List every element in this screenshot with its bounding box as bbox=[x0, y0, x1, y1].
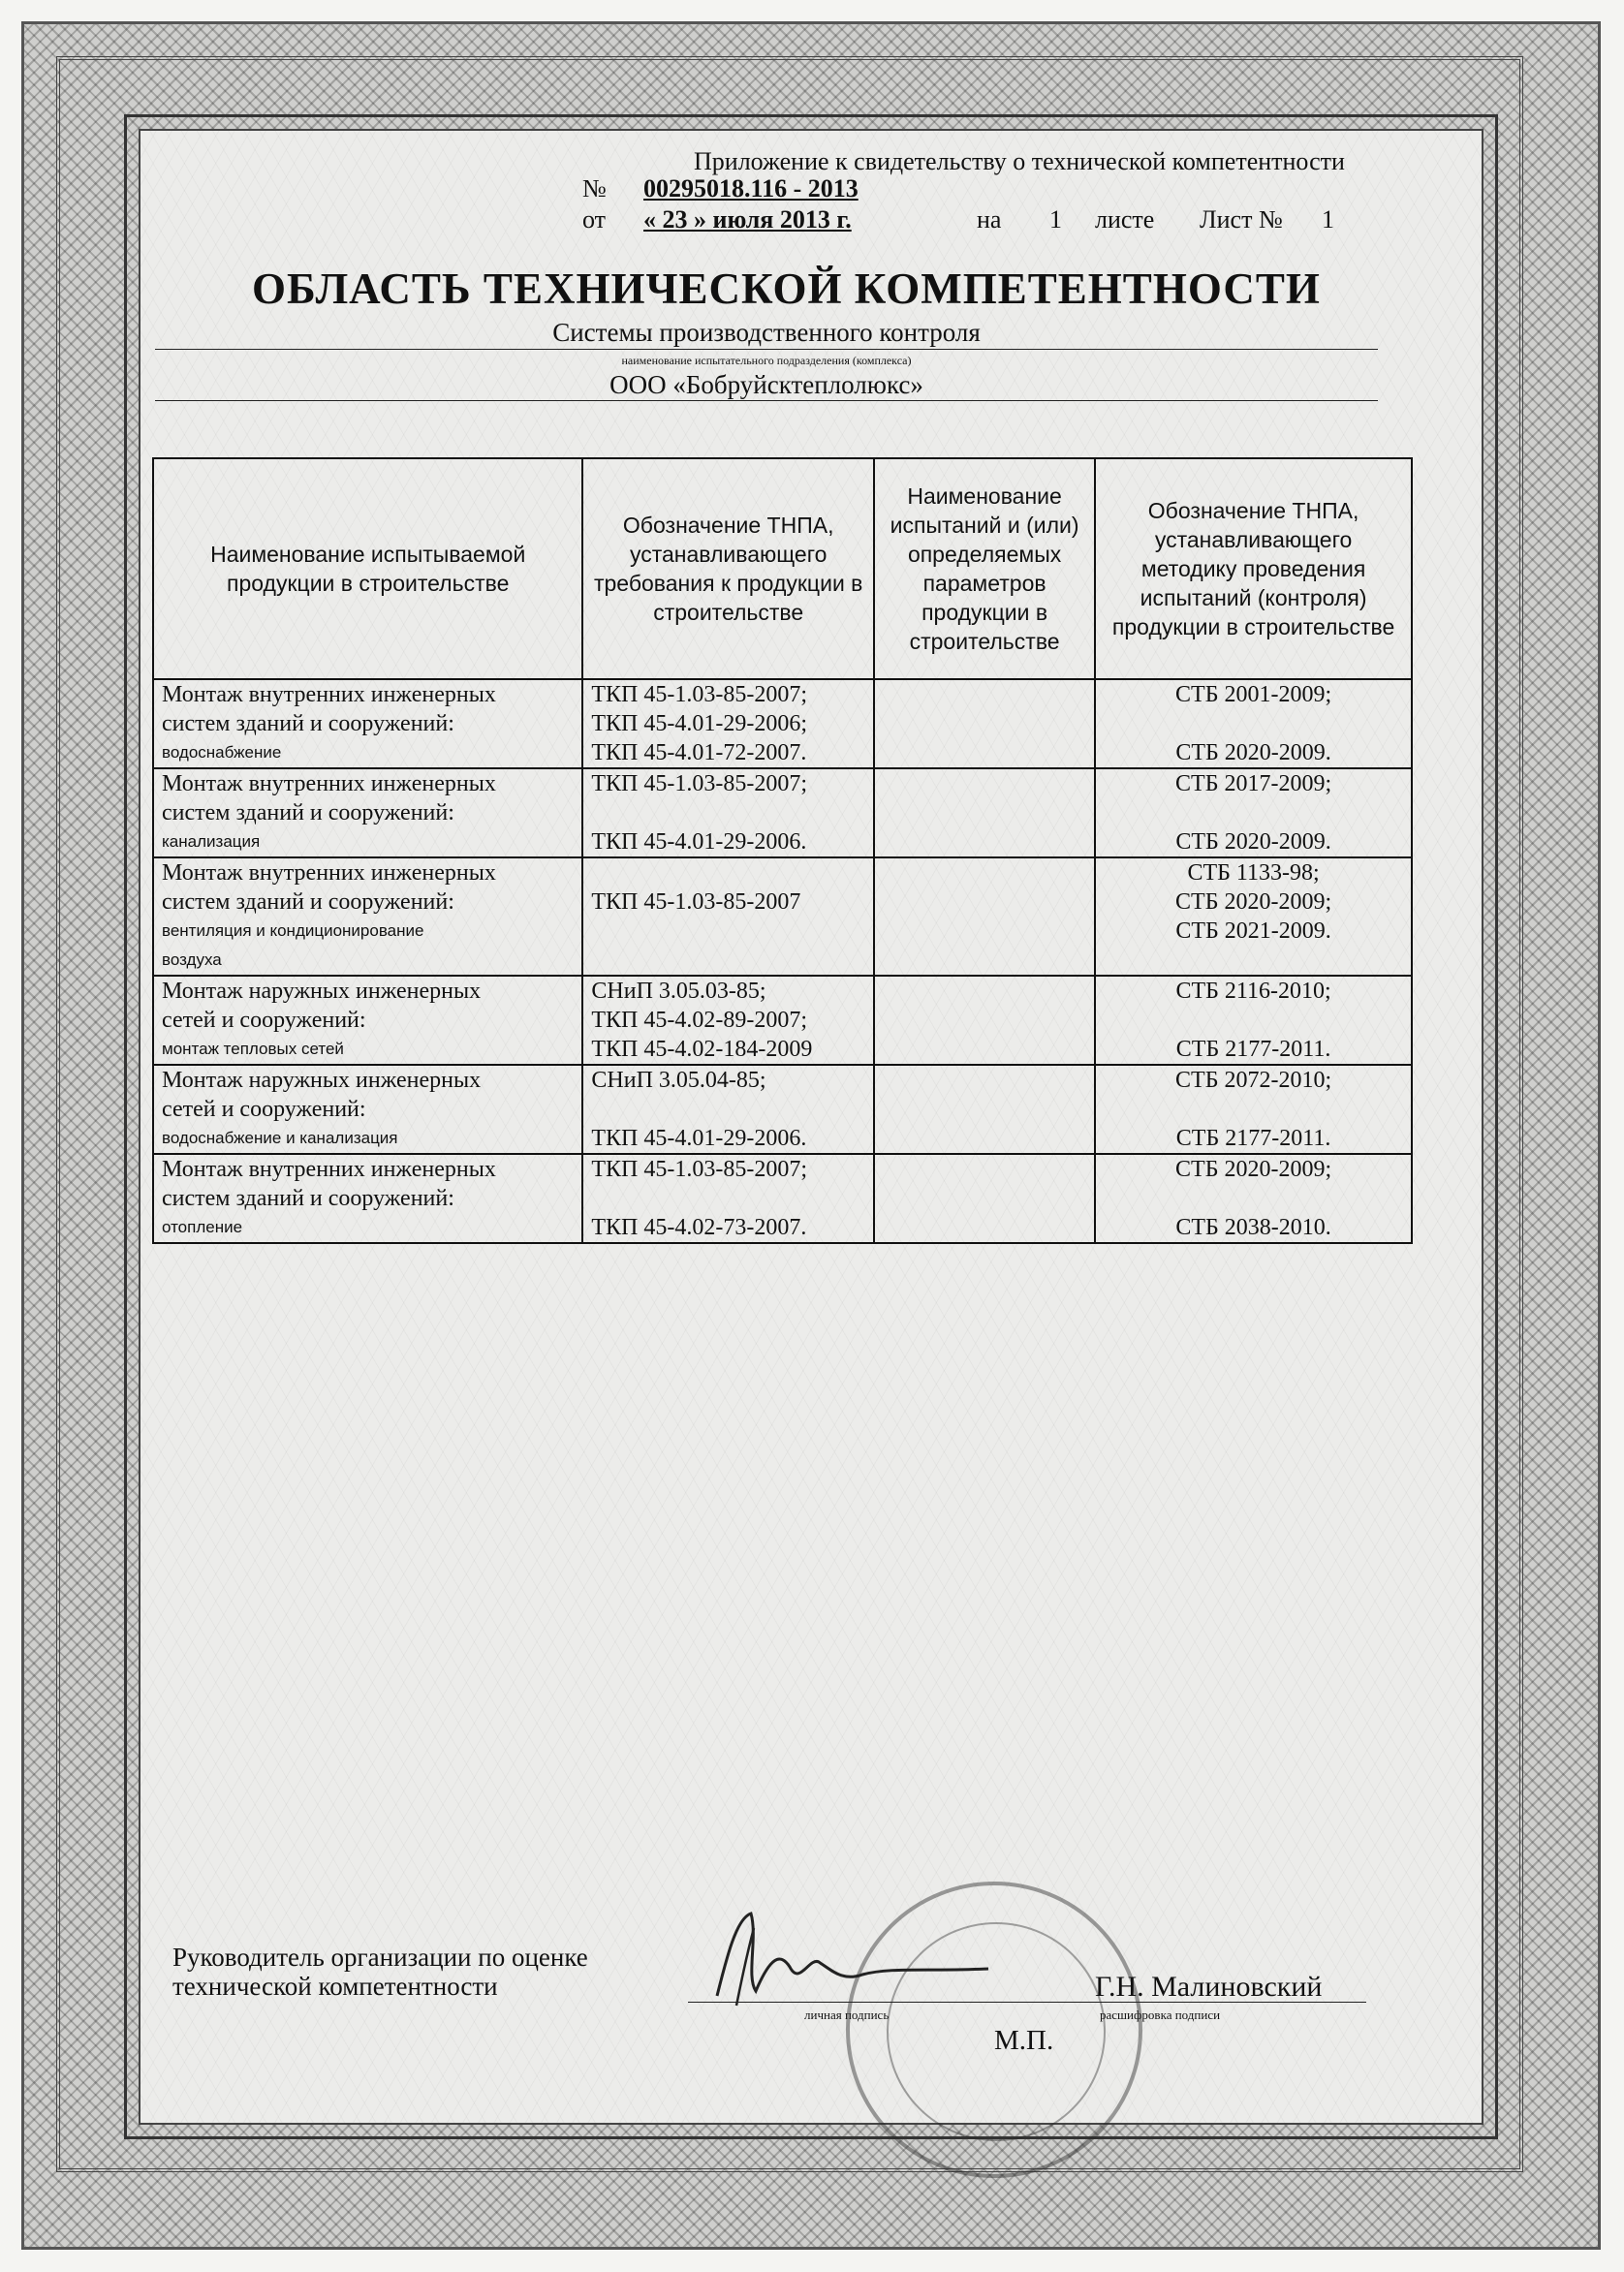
method-cell-line bbox=[1104, 1006, 1403, 1035]
method-cell bbox=[1095, 857, 1412, 976]
product-cell bbox=[153, 679, 582, 768]
signer-name: Г.Н. Малиновский bbox=[1095, 1971, 1323, 2003]
product-cell-line: Монтаж наружных инженерных bbox=[162, 979, 482, 1004]
lab-underline bbox=[155, 349, 1378, 350]
product-cell-line: систем зданий и сооружений: bbox=[162, 711, 454, 736]
tnpa-cell-line bbox=[591, 1184, 865, 1213]
table-row bbox=[153, 679, 1412, 768]
product-subtype: водоснабжение bbox=[162, 743, 282, 762]
organization-underline bbox=[155, 400, 1378, 401]
product-cell-line: сетей и сооружений: bbox=[162, 1008, 366, 1033]
header-method-tnpa: Обозначение ТНПА, устанавливающего методику проведения испытаний (контроля) продукции в строительстве bbox=[1095, 458, 1412, 679]
tnpa-cell-line bbox=[591, 798, 865, 827]
method-cell-line: СТБ 2038-2010. bbox=[1175, 1215, 1331, 1240]
tnpa-cell-line: ТКП 45-4.02-73-2007. bbox=[591, 1215, 807, 1240]
table-row bbox=[153, 1154, 1412, 1243]
tnpa-cell-line: ТКП 45-1.03-85-2007; bbox=[591, 771, 808, 796]
product-cell-line: Монтаж внутренних инженерных bbox=[162, 682, 496, 707]
product-cell bbox=[153, 768, 582, 857]
on-label: на bbox=[977, 205, 1002, 233]
product-cell bbox=[153, 857, 582, 976]
handwritten-signature bbox=[698, 1899, 1027, 2015]
method-cell-line: СТБ 2177-2011. bbox=[1175, 1126, 1331, 1151]
method-cell bbox=[1095, 679, 1412, 768]
signature-caption: личная подпись bbox=[804, 2007, 890, 2022]
certificate-date: « 23 » июля 2013 г. bbox=[643, 205, 852, 233]
product-cell-line: систем зданий и сооружений: bbox=[162, 889, 454, 915]
method-cell-line: СТБ 2020-2009; bbox=[1175, 889, 1332, 915]
method-cell-line: СТБ 2072-2010; bbox=[1175, 1068, 1332, 1093]
tests-cell bbox=[874, 679, 1095, 768]
method-cell bbox=[1095, 976, 1412, 1065]
method-cell-line: СТБ 2177-2011. bbox=[1175, 1037, 1331, 1062]
table-row bbox=[153, 1065, 1412, 1154]
tnpa-cell bbox=[582, 976, 874, 1065]
organization-name: ООО «Бобруйсктеплолюкс» bbox=[609, 370, 923, 399]
product-cell-line: Монтаж внутренних инженерных bbox=[162, 771, 496, 796]
header-requirements-tnpa: Обозначение ТНПА, устанавливающего требования к продукции в строительстве bbox=[582, 458, 874, 679]
product-subtype: монтаж тепловых сетей bbox=[162, 1040, 344, 1058]
tnpa-cell-line: ТКП 45-1.03-85-2007; bbox=[591, 1157, 808, 1182]
method-cell-line bbox=[1104, 1184, 1403, 1213]
page-title: ОБЛАСТЬ ТЕХНИЧЕСКОЙ КОМПЕТЕНТНОСТИ bbox=[252, 265, 1321, 313]
sheet-number: 1 bbox=[1322, 205, 1334, 233]
method-cell-line: СТБ 2020-2009; bbox=[1175, 1157, 1332, 1182]
product-subtype: воздуха bbox=[162, 950, 222, 969]
product-cell-line: Монтаж наружных инженерных bbox=[162, 1068, 482, 1093]
method-cell-line bbox=[1104, 709, 1403, 738]
product-cell bbox=[153, 1065, 582, 1154]
competence-table bbox=[152, 457, 1413, 1244]
method-cell bbox=[1095, 1065, 1412, 1154]
method-cell-line bbox=[1104, 1095, 1403, 1124]
tnpa-cell-line: СНиП 3.05.04-85; bbox=[591, 1068, 766, 1093]
method-cell-line: СТБ 2116-2010; bbox=[1175, 979, 1331, 1004]
tnpa-cell bbox=[582, 1154, 874, 1243]
product-cell-line: Монтаж внутренних инженерных bbox=[162, 1157, 496, 1182]
method-cell bbox=[1095, 768, 1412, 857]
product-subtype: водоснабжение и канализация bbox=[162, 1129, 398, 1147]
tnpa-cell-line: ТКП 45-4.01-29-2006. bbox=[591, 1126, 807, 1151]
tnpa-cell-line: ТКП 45-1.03-85-2007; bbox=[591, 682, 808, 707]
date-label: от bbox=[582, 205, 607, 233]
table-row bbox=[153, 768, 1412, 857]
tnpa-cell-line bbox=[591, 858, 865, 887]
method-cell-line: СТБ 2001-2009; bbox=[1175, 682, 1332, 707]
tests-cell bbox=[874, 768, 1095, 857]
tnpa-cell bbox=[582, 679, 874, 768]
product-cell-line: Монтаж внутренних инженерных bbox=[162, 860, 496, 886]
tnpa-cell bbox=[582, 768, 874, 857]
appendix-heading: Приложение к свидетельству о технической компетентности bbox=[694, 147, 1345, 175]
sheets-count: 1 bbox=[1049, 205, 1062, 233]
tests-cell bbox=[874, 1065, 1095, 1154]
stamp-place-label: М.П. bbox=[994, 2025, 1054, 2056]
table-header-row bbox=[153, 458, 1412, 679]
tnpa-cell-line: ТКП 45-4.02-89-2007; bbox=[591, 1008, 808, 1033]
product-cell-line: систем зданий и сооружений: bbox=[162, 1186, 454, 1211]
product-cell-line: систем зданий и сооружений: bbox=[162, 800, 454, 825]
tnpa-cell-line: ТКП 45-4.01-29-2006; bbox=[591, 711, 808, 736]
method-cell-line: СТБ 2017-2009; bbox=[1175, 771, 1332, 796]
header-product: Наименование испытываемой продукции в строительстве bbox=[153, 458, 582, 679]
tests-cell bbox=[874, 1154, 1095, 1243]
lab-name: Системы производственного контроля bbox=[552, 318, 981, 347]
tnpa-cell-line: ТКП 45-1.03-85-2007 bbox=[591, 889, 801, 915]
table-row bbox=[153, 857, 1412, 976]
product-subtype: канализация bbox=[162, 832, 261, 851]
tnpa-cell-line bbox=[591, 1095, 865, 1124]
product-subtype: вентиляция и кондиционирование bbox=[162, 921, 424, 940]
tnpa-cell-line: ТКП 45-4.01-29-2006. bbox=[591, 829, 807, 855]
tnpa-cell-line bbox=[591, 917, 865, 946]
method-cell-line: СТБ 1133-98; bbox=[1187, 860, 1320, 886]
product-cell bbox=[153, 976, 582, 1065]
tnpa-cell-line: СНиП 3.05.03-85; bbox=[591, 979, 766, 1004]
decoding-caption: расшифровка подписи bbox=[1100, 2007, 1221, 2022]
tnpa-cell bbox=[582, 1065, 874, 1154]
table-row bbox=[153, 976, 1412, 1065]
lab-caption: наименование испытательного подразделения (комплекса) bbox=[621, 354, 912, 367]
certificate-number: 00295018.116 - 2013 bbox=[643, 174, 859, 202]
header-tests: Наименование испытаний и (или) определяемых параметров продукции в строительстве bbox=[874, 458, 1095, 679]
number-label: № bbox=[582, 174, 607, 202]
product-subtype: отопление bbox=[162, 1218, 243, 1236]
product-cell bbox=[153, 1154, 582, 1243]
signatory-position: Руководитель организации по оценке технической компетентности bbox=[172, 1943, 588, 2001]
method-cell-line: СТБ 2021-2009. bbox=[1175, 918, 1331, 944]
method-cell-line: СТБ 2020-2009. bbox=[1175, 829, 1331, 855]
sheet-label: Лист № bbox=[1200, 205, 1283, 233]
tests-cell bbox=[874, 857, 1095, 976]
tnpa-cell-line: ТКП 45-4.02-184-2009 bbox=[591, 1037, 813, 1062]
method-cell bbox=[1095, 1154, 1412, 1243]
tests-cell bbox=[874, 976, 1095, 1065]
tnpa-cell-line: ТКП 45-4.01-72-2007. bbox=[591, 740, 807, 765]
sheets-label: листе bbox=[1095, 205, 1155, 233]
product-cell-line: сетей и сооружений: bbox=[162, 1097, 366, 1122]
method-cell-line: СТБ 2020-2009. bbox=[1175, 740, 1331, 765]
method-cell-line bbox=[1104, 798, 1403, 827]
tnpa-cell-line bbox=[591, 946, 865, 975]
method-cell-line bbox=[1104, 946, 1403, 975]
tnpa-cell bbox=[582, 857, 874, 976]
